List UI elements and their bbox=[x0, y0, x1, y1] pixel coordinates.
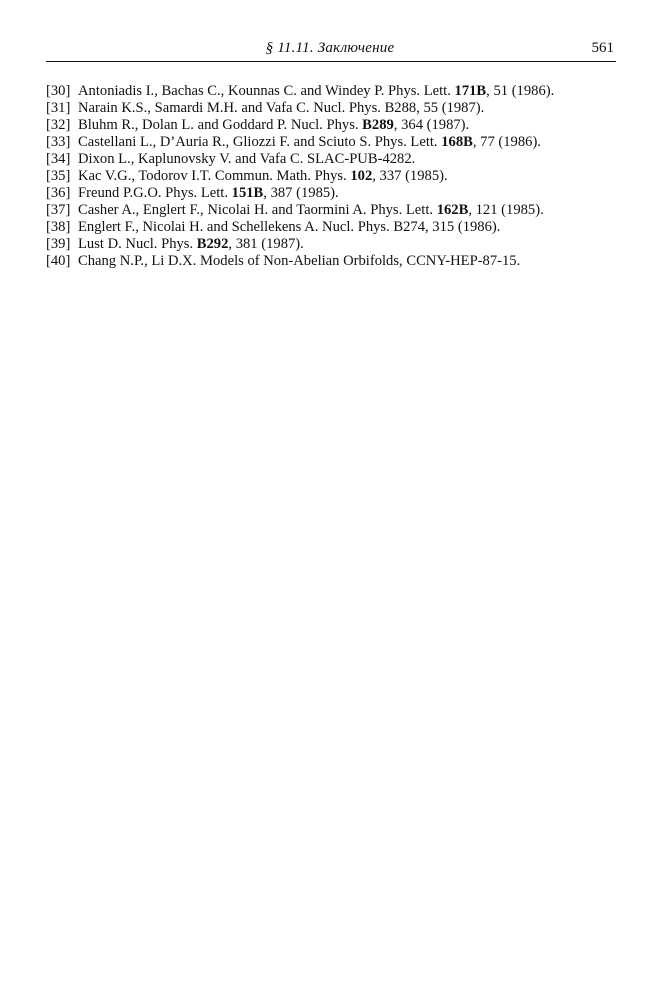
reference-number: [33] bbox=[46, 134, 71, 150]
reference-text-part: , 51 (1986). bbox=[486, 83, 555, 99]
reference-item bbox=[46, 100, 618, 117]
reference-volume: 102 bbox=[350, 168, 373, 184]
reference-number: [37] bbox=[46, 202, 71, 218]
reference-text-part: , 381 (1987). bbox=[228, 236, 304, 252]
reference-volume: 168B bbox=[441, 134, 473, 150]
reference-number: [30] bbox=[46, 83, 71, 99]
reference-item bbox=[46, 117, 618, 134]
reference-text-part: Englert F., Nicolai H. and Schellekens A. Nucl. Phys. B274, 315 (1986). bbox=[78, 219, 501, 235]
reference-item bbox=[46, 168, 618, 185]
reference-text bbox=[78, 100, 484, 117]
reference-text-part: Antoniadis I., Bachas C., Kounnas C. and Windey P. Phys. Lett. bbox=[78, 83, 455, 99]
reference-text-part: Casher A., Englert F., Nicolai H. and Taormini A. Phys. Lett. bbox=[78, 202, 437, 218]
reference-item bbox=[46, 202, 618, 219]
reference-item bbox=[46, 236, 618, 253]
reference-text-part: Freund P.G.O. Phys. Lett. bbox=[78, 185, 232, 201]
reference-number: [35] bbox=[46, 168, 71, 184]
reference-text bbox=[78, 168, 448, 185]
reference-text-part: Kac V.G., Todorov I.T. Commun. Math. Phys. bbox=[78, 168, 351, 184]
reference-number: [39] bbox=[46, 236, 71, 252]
page-header bbox=[44, 40, 616, 62]
reference-text bbox=[78, 202, 544, 219]
reference-item bbox=[46, 253, 618, 270]
page-number: 561 bbox=[591, 40, 614, 56]
reference-item bbox=[46, 185, 618, 202]
reference-text-part: Bluhm R., Dolan L. and Goddard P. Nucl. Phys. bbox=[78, 117, 363, 133]
reference-text-part: , 364 (1987). bbox=[393, 117, 470, 133]
reference-number: [31] bbox=[46, 100, 71, 116]
reference-text-part: Dixon L., Kaplunovsky V. and Vafa C. SLAC-PUB-4282. bbox=[78, 151, 416, 167]
reference-text-part: , 77 (1986). bbox=[472, 134, 541, 150]
reference-item bbox=[46, 134, 618, 151]
reference-text bbox=[78, 219, 500, 236]
reference-number: [38] bbox=[46, 219, 71, 235]
reference-text bbox=[78, 253, 520, 270]
reference-volume: 162B bbox=[436, 202, 469, 218]
reference-text-part: , 337 (1985). bbox=[372, 168, 448, 184]
reference-text-part: Lust D. Nucl. Phys. bbox=[78, 236, 197, 252]
reference-text bbox=[78, 236, 304, 253]
reference-text bbox=[78, 151, 415, 168]
running-title: § 11.11. Заключение bbox=[265, 40, 395, 56]
reference-volume: 171B bbox=[454, 83, 487, 99]
reference-number: [34] bbox=[46, 151, 71, 167]
reference-list bbox=[46, 83, 618, 270]
reference-text bbox=[78, 117, 469, 134]
reference-text-part: , 121 (1985). bbox=[468, 202, 544, 218]
reference-number: [40] bbox=[46, 253, 71, 269]
reference-number: [32] bbox=[46, 117, 71, 133]
reference-volume: B292 bbox=[196, 236, 229, 252]
reference-text bbox=[78, 83, 554, 100]
reference-volume: B289 bbox=[362, 117, 394, 133]
reference-number: [36] bbox=[46, 185, 71, 201]
reference-text-part: , 387 (1985). bbox=[263, 185, 339, 201]
reference-item bbox=[46, 219, 618, 236]
reference-item bbox=[46, 151, 618, 168]
reference-text-part: Narain K.S., Samardi M.H. and Vafa C. Nucl. Phys. B288, 55 (1987). bbox=[78, 100, 485, 116]
reference-item bbox=[46, 83, 618, 100]
reference-volume: 151B bbox=[231, 185, 264, 201]
reference-text-part: Chang N.P., Li D.X. Models of Non-Abelian Orbifolds, CCNY-HEP-87-15. bbox=[78, 253, 521, 269]
reference-text bbox=[78, 134, 541, 151]
header-rule bbox=[46, 61, 616, 62]
reference-text bbox=[78, 185, 339, 202]
reference-text-part: Castellani L., D’Auria R., Gliozzi F. and Sciuto S. Phys. Lett. bbox=[78, 134, 442, 150]
